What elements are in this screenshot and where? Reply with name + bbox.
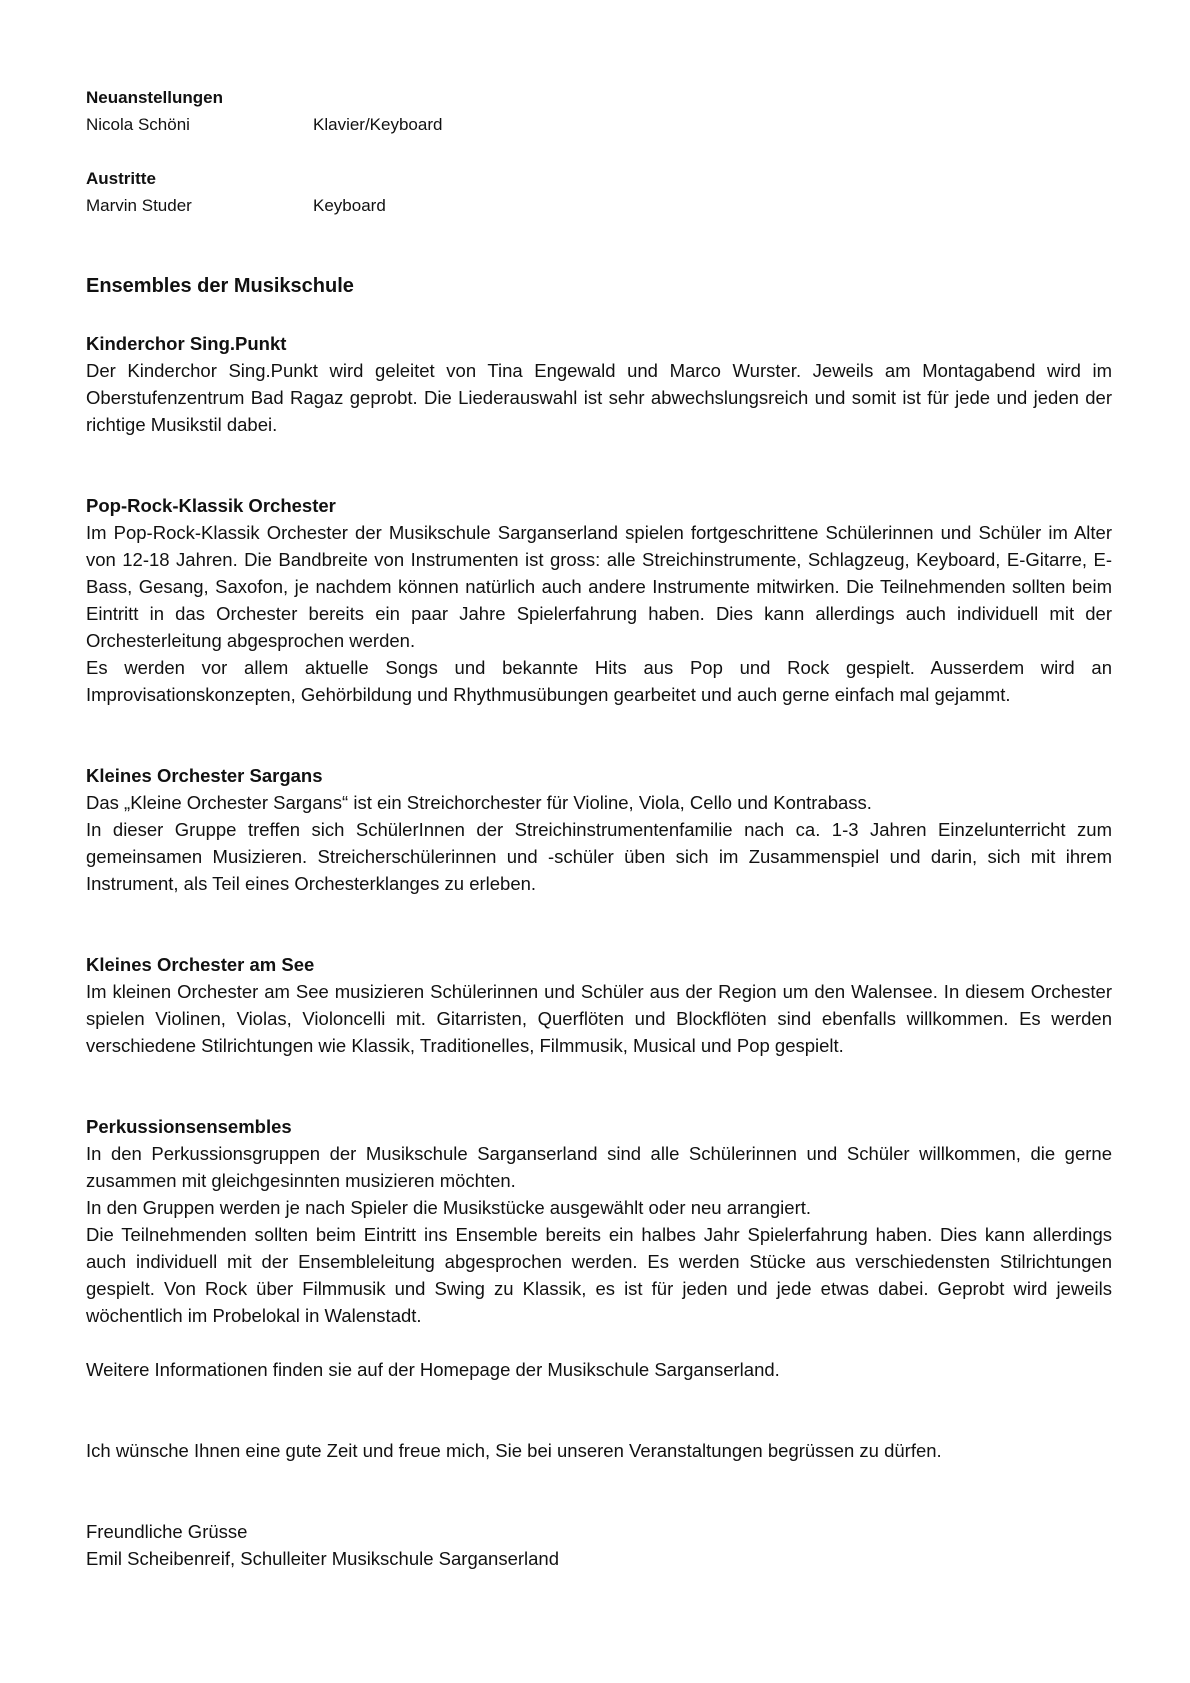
- ensemble-heading: Kinderchor Sing.Punkt: [86, 333, 287, 354]
- ensemble-heading: Perkussionsensembles: [86, 1116, 292, 1137]
- document-page: [86, 84, 1112, 1572]
- ensemble-heading: Pop-Rock-Klassik Orchester: [86, 495, 336, 516]
- ensemble-perkussion: [86, 1113, 1112, 1329]
- ensemble-kleines-orchester-sargans: [86, 762, 1112, 897]
- signature: Emil Scheibenreif, Schulleiter Musikschule Sarganserland: [86, 1548, 560, 1569]
- new-hires-heading: Neuanstellungen: [86, 88, 223, 107]
- ensemble-pop-rock-klassik: [86, 492, 1112, 708]
- ensemble-paragraph: In den Gruppen werden je nach Spieler die Musikstücke ausgewählt oder neu arrangiert.: [86, 1197, 812, 1218]
- departures-heading: Austritte: [86, 169, 156, 188]
- closing-wish: Ich wünsche Ihnen eine gute Zeit und freue mich, Sie bei unseren Veranstaltungen begrüssen zu dürfen.: [86, 1440, 942, 1461]
- staff-row: [86, 192, 1112, 219]
- staff-name: Marvin Studer: [86, 196, 192, 215]
- ensemble-paragraph: Im kleinen Orchester am See musizieren Schülerinnen und Schüler aus der Region um den Walensee. In diesem Orchester spielen Violinen, Violas, Violoncelli mit. Gitarristen, Querflöten und Blockflöten sind ebenfalls willkommen. Es werden verschiedene Stilrichtungen wie Klassik, Traditionelles, Filmmusik, Musical und Pop gespielt.: [86, 981, 1112, 1056]
- ensemble-paragraph: Der Kinderchor Sing.Punkt wird geleitet von Tina Engewald und Marco Wurster. Jeweils am Montagabend wird im Oberstufenzentrum Bad Ragaz geprobt. Die Liederauswahl ist sehr abwechslungsreich und somit ist für jede und jeden der richtige Musikstil dabei.: [86, 360, 1112, 435]
- ensemble-kleines-orchester-am-see: [86, 951, 1112, 1059]
- staff-row: [86, 111, 1112, 138]
- closing-greeting: Freundliche Grüsse: [86, 1521, 248, 1542]
- staff-departures: [86, 165, 1112, 219]
- ensemble-kinderchor: [86, 330, 1112, 438]
- ensemble-paragraph: Es werden vor allem aktuelle Songs und bekannte Hits aus Pop und Rock gespielt. Ausserdem wird an Improvisationskonzepten, Gehörbildung und Rhythmusübungen gearbeitet und auch gerne einfach mal gejammt.: [86, 657, 1112, 705]
- staff-new-hires: [86, 84, 1112, 138]
- staff-name: Nicola Schöni: [86, 115, 190, 134]
- more-info-text: Weitere Informationen finden sie auf der Homepage der Musikschule Sarganserland.: [86, 1359, 780, 1380]
- staff-instrument: Klavier/Keyboard: [313, 115, 443, 134]
- ensemble-paragraph: Das „Kleine Orchester Sargans“ ist ein Streichorchester für Violine, Viola, Cello und Kontrabass.: [86, 792, 872, 813]
- ensemble-heading: Kleines Orchester am See: [86, 954, 315, 975]
- ensemble-paragraph: Die Teilnehmenden sollten beim Eintritt ins Ensemble bereits ein halbes Jahr Spielerfahrung haben. Dies kann allerdings auch individuell mit der Ensembleleitung abgesprochen werden. Es werden Stücke aus verschiedensten Stilrichtungen gespielt. Von Rock über Filmmusik und Swing zu Klassik, es ist für jeden und jede etwas dabei. Geprobt wird jeweils wöchentlich im Probelokal in Walenstadt.: [86, 1224, 1112, 1326]
- ensemble-heading: Kleines Orchester Sargans: [86, 765, 323, 786]
- staff-instrument: Keyboard: [313, 196, 386, 215]
- ensemble-paragraph: Im Pop-Rock-Klassik Orchester der Musikschule Sarganserland spielen fortgeschrittene Schülerinnen und Schüler im Alter von 12-18 Jahren. Die Bandbreite von Instrumenten ist gross: alle Streichinstrumente, Schlagzeug, Keyboard, E-Gitarre, E-Bass, Gesang, Saxofon, je nachdem können natürlich auch andere Instrumente mitwirken. Die Teilnehmenden sollten beim Eintritt in das Orchester bereits ein paar Jahre Spielerfahrung haben. Dies kann allerdings auch individuell mit der Orchesterleitung abgesprochen werden.: [86, 522, 1112, 651]
- section-title: Ensembles der Musikschule: [86, 275, 354, 297]
- ensemble-paragraph: In den Perkussionsgruppen der Musikschule Sarganserland sind alle Schülerinnen und Schüler willkommen, die gerne zusammen mit gleichgesinnten musizieren möchten.: [86, 1143, 1112, 1191]
- ensemble-paragraph: In dieser Gruppe treffen sich SchülerInnen der Streichinstrumentenfamilie nach ca. 1-3 Jahren Einzelunterricht zum gemeinsamen Musizieren. Streicherschülerinnen und -schüler üben sich im Zusammenspiel und darin, sich mit ihrem Instrument, als Teil eines Orchesterklanges zu erleben.: [86, 819, 1112, 894]
